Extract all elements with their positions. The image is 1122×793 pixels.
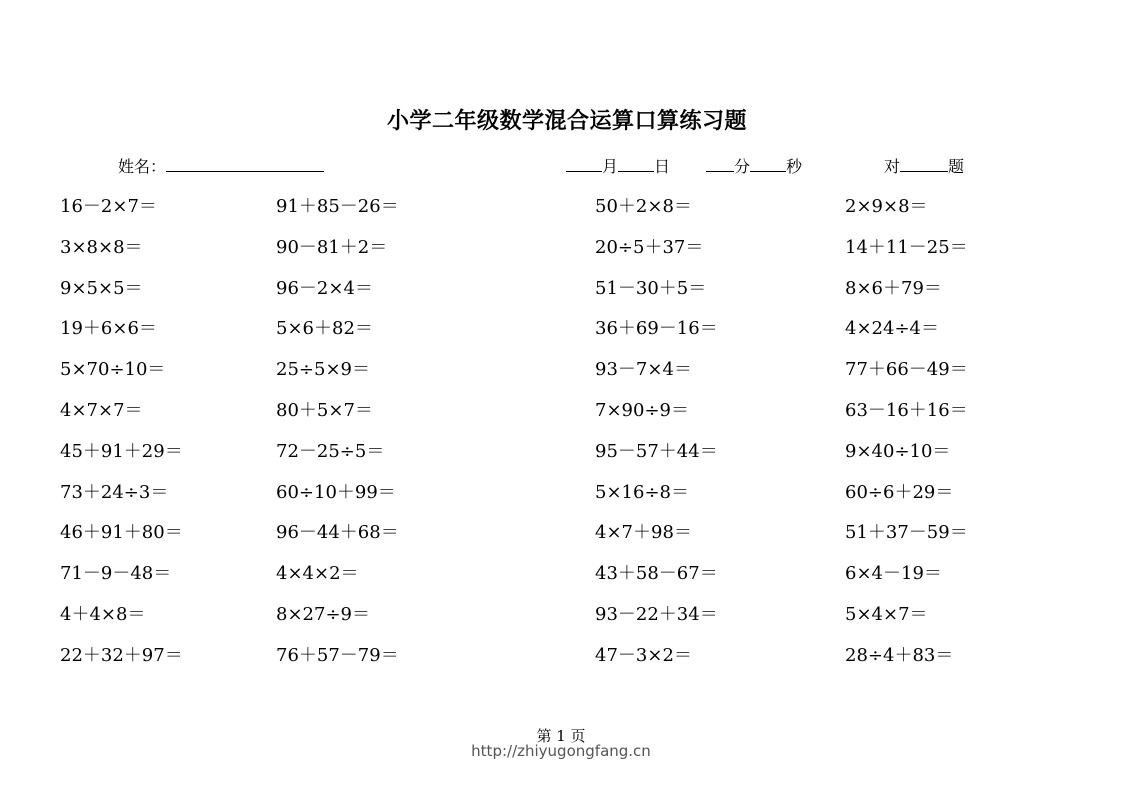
second-blank[interactable]: [750, 154, 786, 172]
problem-item: 93－22＋34＝: [595, 603, 718, 625]
problem-item: 4＋4×8＝: [60, 603, 146, 625]
problem-item: 45＋91＋29＝: [60, 440, 183, 462]
problem-item: 22＋32＋97＝: [60, 644, 183, 666]
problem-item: 76＋57－79＝: [276, 644, 399, 666]
problem-item: 51－30＋5＝: [595, 277, 707, 299]
problem-item: 63－16＋16＝: [845, 399, 968, 421]
second-label: 秒: [786, 157, 803, 176]
problem-item: 43＋58－67＝: [595, 563, 718, 585]
problem-item: 8×27÷9＝: [276, 603, 370, 625]
problem-item: 6×4－19＝: [845, 563, 942, 585]
problem-item: 4×4×2＝: [276, 563, 359, 585]
problem-item: 36＋69－16＝: [595, 318, 718, 340]
problem-item: 47－3×2＝: [595, 644, 692, 666]
problem-item: 72－25÷5＝: [276, 440, 385, 462]
problem-item: 80＋5×7＝: [276, 399, 373, 421]
day-label: 日: [654, 157, 671, 176]
problem-column-2: [276, 195, 399, 685]
problem-column-4: [845, 195, 968, 685]
questions-label: 题: [948, 157, 965, 176]
problem-item: 4×7＋98＝: [595, 522, 692, 544]
problem-item: 9×40÷10＝: [845, 440, 951, 462]
problem-item: 16－2×7＝: [60, 196, 157, 217]
problem-item: 25÷5×9＝: [276, 359, 370, 381]
problem-item: 4×7×7＝: [60, 399, 143, 421]
problem-item: 20÷5＋37＝: [595, 236, 704, 258]
footer-url: http://zhiyugongfang.cn: [471, 742, 651, 760]
worksheet-title: 小学二年级数学混合运算口算练习题: [386, 108, 747, 134]
problem-item: 4×24÷4＝: [845, 318, 939, 340]
problem-column-3: [595, 195, 718, 685]
month-label: 月: [602, 157, 619, 176]
problem-item: 19＋6×6＝: [60, 318, 157, 340]
name-label: 姓名：: [118, 157, 167, 176]
problem-item: 5×16÷8＝: [595, 481, 689, 503]
day-blank[interactable]: [618, 154, 654, 172]
score-field: [884, 154, 964, 178]
problem-item: 96－2×4＝: [276, 277, 373, 299]
problem-item: 3×8×8＝: [60, 236, 143, 258]
problem-item: 9×5×5＝: [60, 277, 143, 299]
problem-item: 60÷6＋29＝: [845, 481, 954, 503]
problem-item: 50＋2×8＝: [595, 196, 692, 217]
name-field: [118, 154, 324, 178]
problem-item: 7×90÷9＝: [595, 399, 689, 421]
correct-blank[interactable]: [900, 154, 948, 172]
minute-label: 分: [734, 157, 751, 176]
problem-column-1: [60, 195, 183, 685]
minute-blank[interactable]: [706, 154, 734, 172]
problem-item: 5×6＋82＝: [276, 318, 373, 340]
problem-item: 2×9×8＝: [845, 196, 928, 217]
problem-item: 77＋66－49＝: [845, 359, 968, 381]
month-blank[interactable]: [566, 154, 602, 172]
correct-label: 对: [884, 157, 901, 176]
problem-item: 5×4×7＝: [845, 603, 928, 625]
problem-item: 71－9－48＝: [60, 563, 172, 585]
problem-item: 51＋37－59＝: [845, 522, 968, 544]
page-number: 第 1 页: [536, 727, 586, 745]
problem-item: 8×6＋79＝: [845, 277, 942, 299]
problem-item: 60÷10＋99＝: [276, 481, 396, 503]
problem-item: 14＋11－25＝: [845, 236, 968, 258]
problem-item: 90－81＋2＝: [276, 236, 388, 258]
problem-item: 96－44＋68＝: [276, 522, 399, 544]
date-field: [566, 154, 670, 178]
problem-item: 93－7×4＝: [595, 359, 692, 381]
time-field: [706, 154, 802, 178]
problem-item: 73＋24÷3＝: [60, 481, 169, 503]
problem-item: 5×70÷10＝: [60, 359, 166, 381]
problem-item: 28÷4＋83＝: [845, 644, 954, 666]
problem-item: 95－57＋44＝: [595, 440, 718, 462]
problem-item: 91＋85－26＝: [276, 196, 399, 217]
name-blank[interactable]: [166, 154, 324, 172]
problem-item: 46＋91＋80＝: [60, 522, 183, 544]
